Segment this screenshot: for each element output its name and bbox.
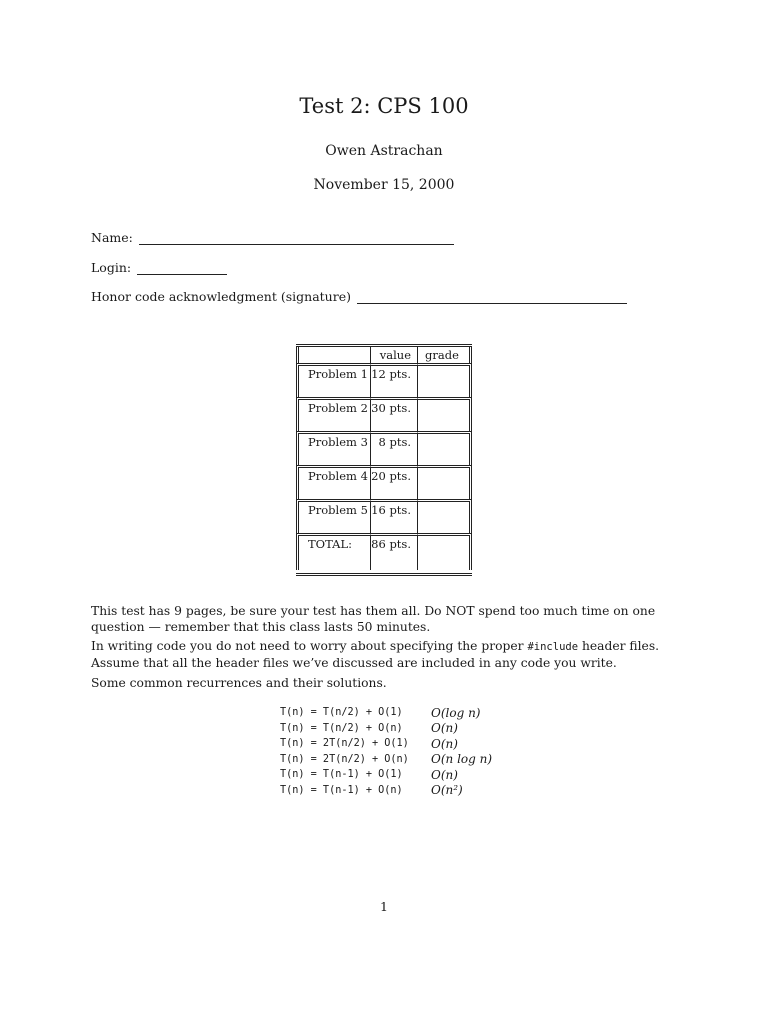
recurrence-solution: O(n)	[431, 721, 458, 736]
login-label: Login:	[91, 260, 132, 275]
honor-label: Honor code acknowledgment (signature)	[91, 289, 351, 304]
date: November 15, 2000	[313, 177, 455, 193]
problem-value: 12 pts.	[371, 367, 411, 381]
recurrence-row	[280, 721, 492, 737]
name-label: Name:	[91, 230, 133, 245]
recurrence-equation: T(n) = T(n-1) + O(n)	[280, 784, 403, 796]
recurrence-equation: T(n) = 2T(n/2) + O(n)	[280, 753, 409, 765]
author: Owen Astrachan	[325, 143, 443, 159]
recurrence-row	[280, 752, 492, 768]
grade-cell	[418, 533, 472, 570]
header-cell-grade: grade	[418, 347, 472, 363]
recurrences-intro: Some common recurrences and their solutions.	[91, 676, 387, 690]
table-row	[296, 431, 472, 465]
problem-label: Problem 3	[308, 435, 368, 449]
instructions-paragraph: This test has 9 pages, be sure your test has them all. Do NOT spend too much time on one question — remember that this class lasts 50 minutes.	[91, 604, 656, 634]
login-line	[137, 273, 227, 275]
recurrence-row	[280, 783, 492, 799]
table-row-total	[296, 533, 472, 570]
problem-value: 30 pts.	[371, 401, 411, 415]
grade-table	[296, 344, 472, 576]
honor-line	[357, 302, 627, 304]
recurrence-solution: O(n)	[431, 767, 458, 782]
recurrence-row	[280, 736, 492, 752]
recurrence-list	[280, 705, 492, 798]
grade-table-header	[296, 347, 472, 363]
total-value: 86 pts.	[371, 537, 411, 551]
recurrence-row	[280, 767, 492, 783]
grade-cell	[418, 397, 472, 431]
recurrence-equation: T(n) = T(n/2) + O(1)	[280, 707, 403, 719]
table-row	[296, 363, 472, 397]
page-number: 1	[380, 899, 388, 914]
recurrence-solution: O(log n)	[431, 705, 481, 720]
problem-value: 8 pts.	[378, 435, 411, 449]
include-code: #include	[527, 641, 579, 653]
recurrence-equation: T(n) = T(n/2) + O(n)	[280, 722, 403, 734]
total-label: TOTAL:	[308, 537, 352, 551]
recurrence-equation: T(n) = T(n-1) + O(1)	[280, 769, 403, 781]
problem-value: 16 pts.	[371, 503, 411, 517]
table-row	[296, 397, 472, 431]
problem-label: Problem 2	[308, 401, 368, 415]
grade-cell	[418, 363, 472, 397]
table-row	[296, 499, 472, 533]
problem-label: Problem 5	[308, 503, 368, 517]
problem-label: Problem 4	[308, 469, 368, 483]
name-field	[91, 230, 454, 245]
page-title: Test 2: CPS 100	[299, 94, 469, 118]
recurrence-solution: O(n)	[431, 736, 458, 751]
problem-label: Problem 1	[308, 367, 368, 381]
header-cell-problem	[296, 347, 371, 363]
grade-cell	[418, 431, 472, 465]
name-line	[139, 243, 454, 245]
recurrence-equation: T(n) = 2T(n/2) + O(1)	[280, 738, 409, 750]
grade-cell	[418, 499, 472, 533]
recurrence-solution: O(n log n)	[431, 752, 493, 767]
recurrence-row	[280, 705, 492, 721]
login-field	[91, 260, 227, 275]
include-paragraph: In writing code you do not need to worry about specifying the proper #include header files. Assume that all the header files we’ve discussed are included in any code you write.	[91, 639, 660, 670]
recurrence-solution: O(n²)	[431, 783, 463, 798]
problem-value: 20 pts.	[371, 469, 411, 483]
table-row	[296, 465, 472, 499]
header-cell-value: value	[371, 347, 418, 363]
grade-cell	[418, 465, 472, 499]
honor-field	[91, 289, 627, 304]
